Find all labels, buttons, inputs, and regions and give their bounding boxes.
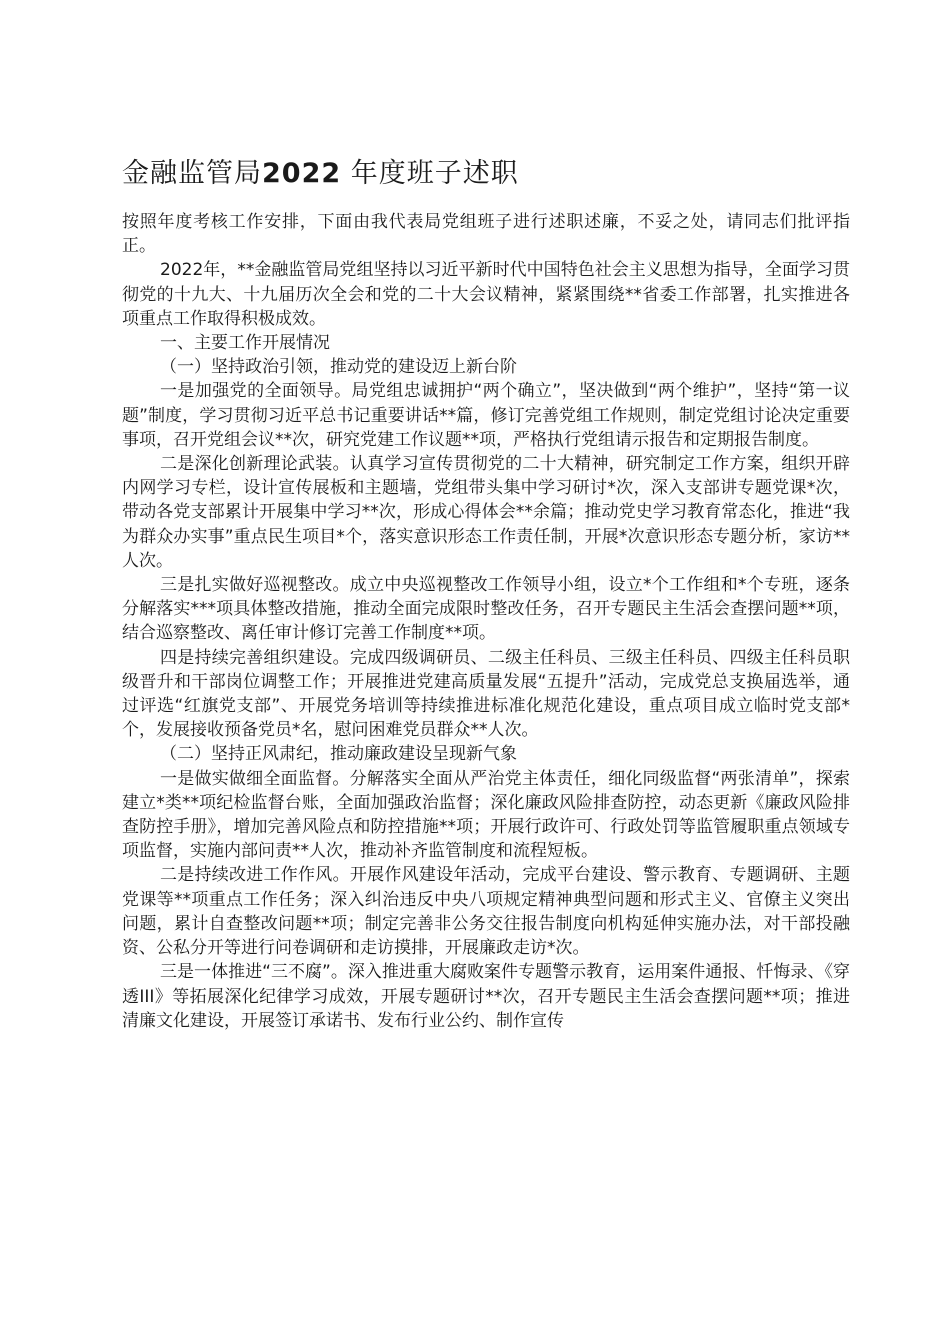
paragraph-intro: 2022年，**金融监管局党组坚持以习近平新时代中国特色社会主义思想为指导，全面学习贯彻党的十九大、十九届历次全会和党的二十大会议精神，紧紧围绕**省委工作部署，扎实推进各项重点工作取得积极成效。 (122, 260, 850, 329)
subsection-heading-1: （一）坚持政治引领，推动党的建设迈上新台阶 (160, 357, 517, 378)
paragraph-organization-building: 四是持续完善组织建设。完成四级调研员、二级主任科员、三级主任科员、四级主任科员职级晋升和干部岗位调整工作；开展推进党建高质量发展“五提升”活动，完成党总支换届选举，通过评选“红旗党支部”、开展党务培训等持续推进标准化规范化建设，重点项目成立临时党支部*个，发展接收预备党员*名，慰问困难党员群众**人次。 (122, 647, 850, 741)
paragraph-theory-study: 二是深化创新理论武装。认真学习宣传贯彻党的二十大精神，研究制定工作方案，组织开辟内网学习专栏，设计宣传展板和主题墙，党组带头集中学习研讨*次，深入支部讲专题党课*次，带动各党支部累计开展集中学习**次，形成心得体会**余篇；推动党史学习教育常态化，推进“我为群众办实事”重点民生项目*个，落实意识形态工作责任制，开展*次意识形态专题分析，家访**人次。 (122, 454, 850, 571)
title-prefix: 金融监管局 (122, 158, 262, 189)
title-year: 2022 (262, 158, 342, 189)
paragraph-anti-corruption: 三是一体推进“三不腐”。深入推进重大腐败案件专题警示教育，运用案件通报、忏悔录、《穿透III》等拓展深化纪律学习成效，开展专题研讨**次，召开专题民主生活会查摆问题**项；推进清廉文化建设，开展签订承诺书、发布行业公约、制作宣传 (122, 962, 850, 1031)
paragraph-opening: 按照年度考核工作安排，下面由我代表局党组班子进行述职述廉，不妥之处，请同志们批评指正。 (122, 212, 850, 257)
paragraph-party-leadership: 一是加强党的全面领导。局党组忠诚拥护“两个确立”，坚决做到“两个维护”，坚持“第一议题”制度，学习贯彻习近平总书记重要讲话**篇，修订完善党组工作规则，制定党组讨论决定重要事项，召开党组会议**次，研究党建工作议题**项，严格执行党组请示报告和定期报告制度。 (122, 381, 850, 450)
paragraph-work-style: 二是持续改进工作作风。开展作风建设年活动，完成平台建设、警示教育、专题调研、主题党课等**项重点工作任务；深入纠治违反中央八项规定精神典型问题和形式主义、官僚主义突出问题，累计自查整改问题**项；制定完善非公务交往报告制度向机构延伸实施办法，对干部投融资、公私分开等进行问卷调研和走访摸排，开展廉政走访*次。 (122, 865, 850, 959)
document-title (122, 152, 850, 196)
title-suffix: 年度班子述职 (350, 158, 519, 189)
section-heading-1: 一、主要工作开展情况 (160, 333, 330, 354)
subsection-heading-2: （二）坚持正风肃纪，推动廉政建设呈现新气象 (160, 744, 517, 765)
document-page (122, 152, 850, 1033)
paragraph-inspection-rectification: 三是扎实做好巡视整改。成立中央巡视整改工作领导小组，设立*个工作组和*个专班，逐条分解落实***项具体整改措施，推动全面完成限时整改任务，召开专题民主生活会查摆问题**项，结合巡察整改、离任审计修订完善工作制度**项。 (122, 575, 850, 644)
paragraph-supervision: 一是做实做细全面监督。分解落实全面从严治党主体责任，细化同级监督“两张清单”，探索建立*类**项纪检监督台账，全面加强政治监督；深化廉政风险排查防控，动态更新《廉政风险排查防控手册》，增加完善风险点和防控措施**项；开展行政许可、行政处罚等监管履职重点领域专项监督，实施内部问责**人次，推动补齐监管制度和流程短板。 (122, 768, 850, 862)
